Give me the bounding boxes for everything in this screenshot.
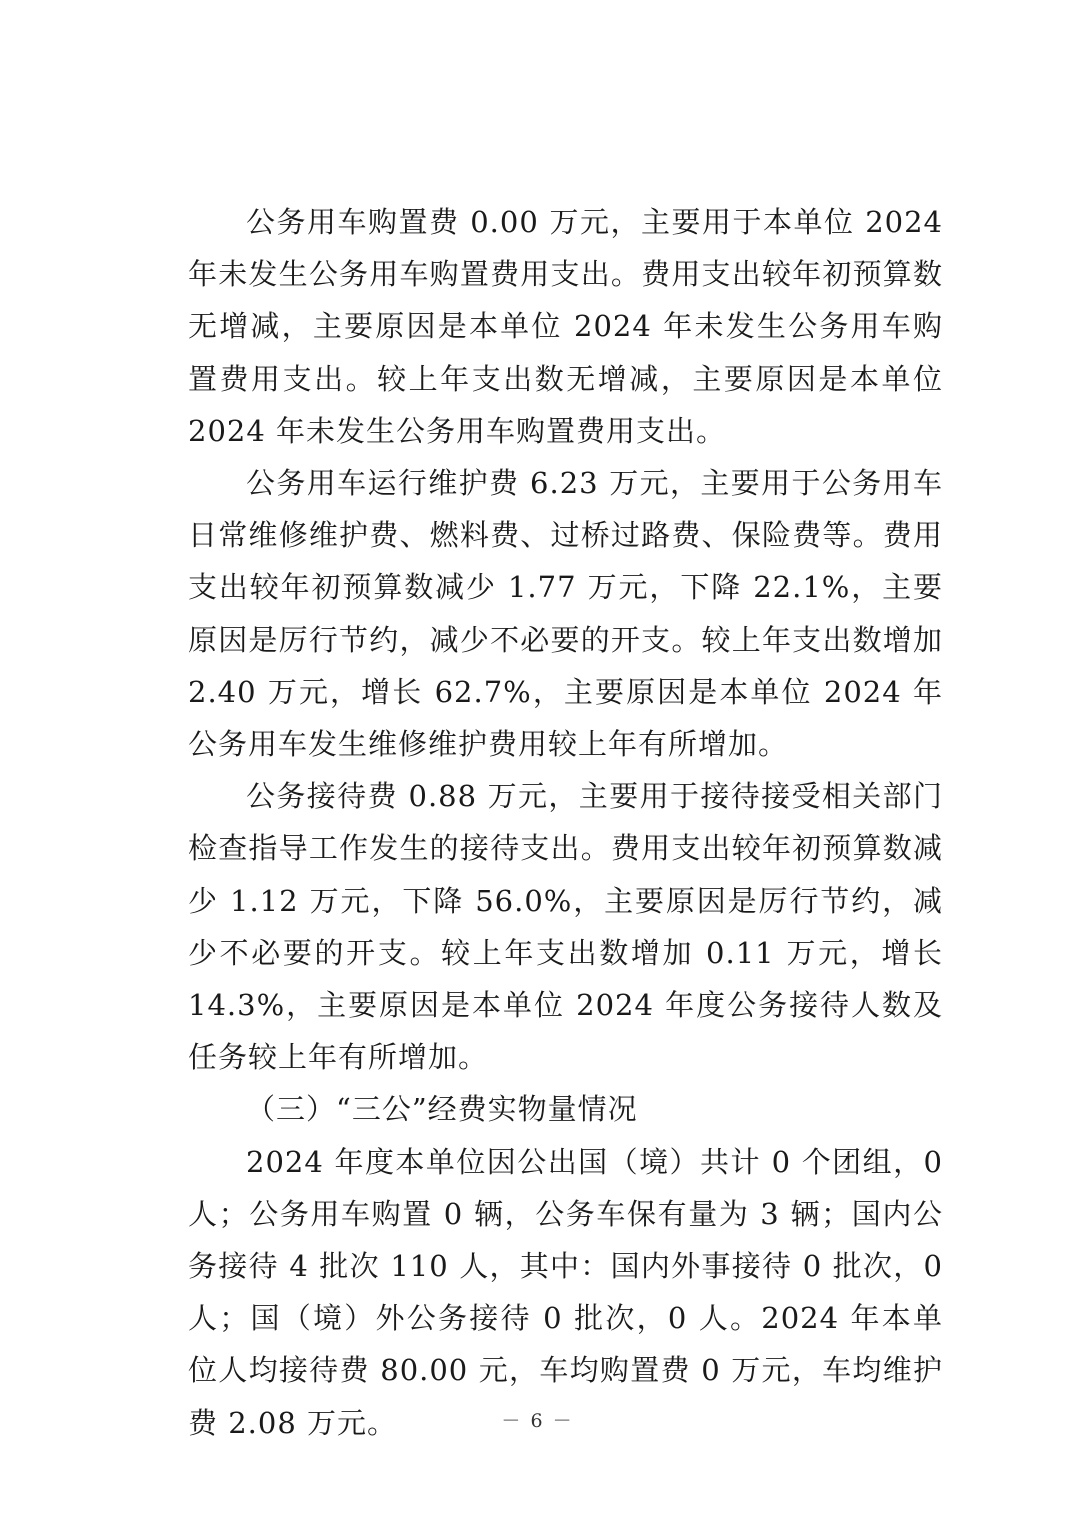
paragraph-vehicle-purchase: 公务用车购置费 0.00 万元，主要用于本单位 2024 年未发生公务用车购置费用支出。费用支出较年初预算数无增减，主要原因是本单位 2024 年未发生公务用车购置费用支出。较上年支出数无增减，主要原因是本单位 2024 年未发生公务用车购置费用支出。 bbox=[188, 205, 943, 448]
document-body bbox=[188, 196, 943, 1449]
page-number: － 6 － bbox=[501, 1410, 574, 1432]
paragraph-vehicle-maintenance: 公务用车运行维护费 6.23 万元，主要用于公务用车日常维修维护费、燃料费、过桥过路费、保险费等。费用支出较年初预算数减少 1.77 万元，下降 22.1%，主要原因是厉行节约，减少不必要的开支。较上年支出数增加 2.40 万元，增长 62.7%，主要原因是本单位 2024 年公务用车发生维修维护费用较上年有所增加。 bbox=[188, 466, 943, 762]
section-heading: （三）“三公”经费实物量情况 bbox=[246, 1092, 638, 1127]
paragraph-physical-quantity: 2024 年度本单位因公出国（境）共计 0 个团组，0 人；公务用车购置 0 辆，公务车保有量为 3 辆；国内公务接待 4 批次 110 人，其中：国内外事接待 0 批次，0 人；国（境）外公务接待 0 批次，0 人。2024 年本单位人均接待费 80.00 元，车均购置费 0 万元，车均维护费 2.08 万元。 bbox=[188, 1144, 943, 1440]
paragraph-reception-expense: 公务接待费 0.88 万元，主要用于接待接受相关部门检查指导工作发生的接待支出。费用支出较年初预算数减少 1.12 万元，下降 56.0%，主要原因是厉行节约，减少不必要的开支。较上年支出数增加 0.11 万元，增长 14.3%，主要原因是本单位 2024 年度公务接待人数及任务较上年有所增加。 bbox=[188, 779, 943, 1075]
